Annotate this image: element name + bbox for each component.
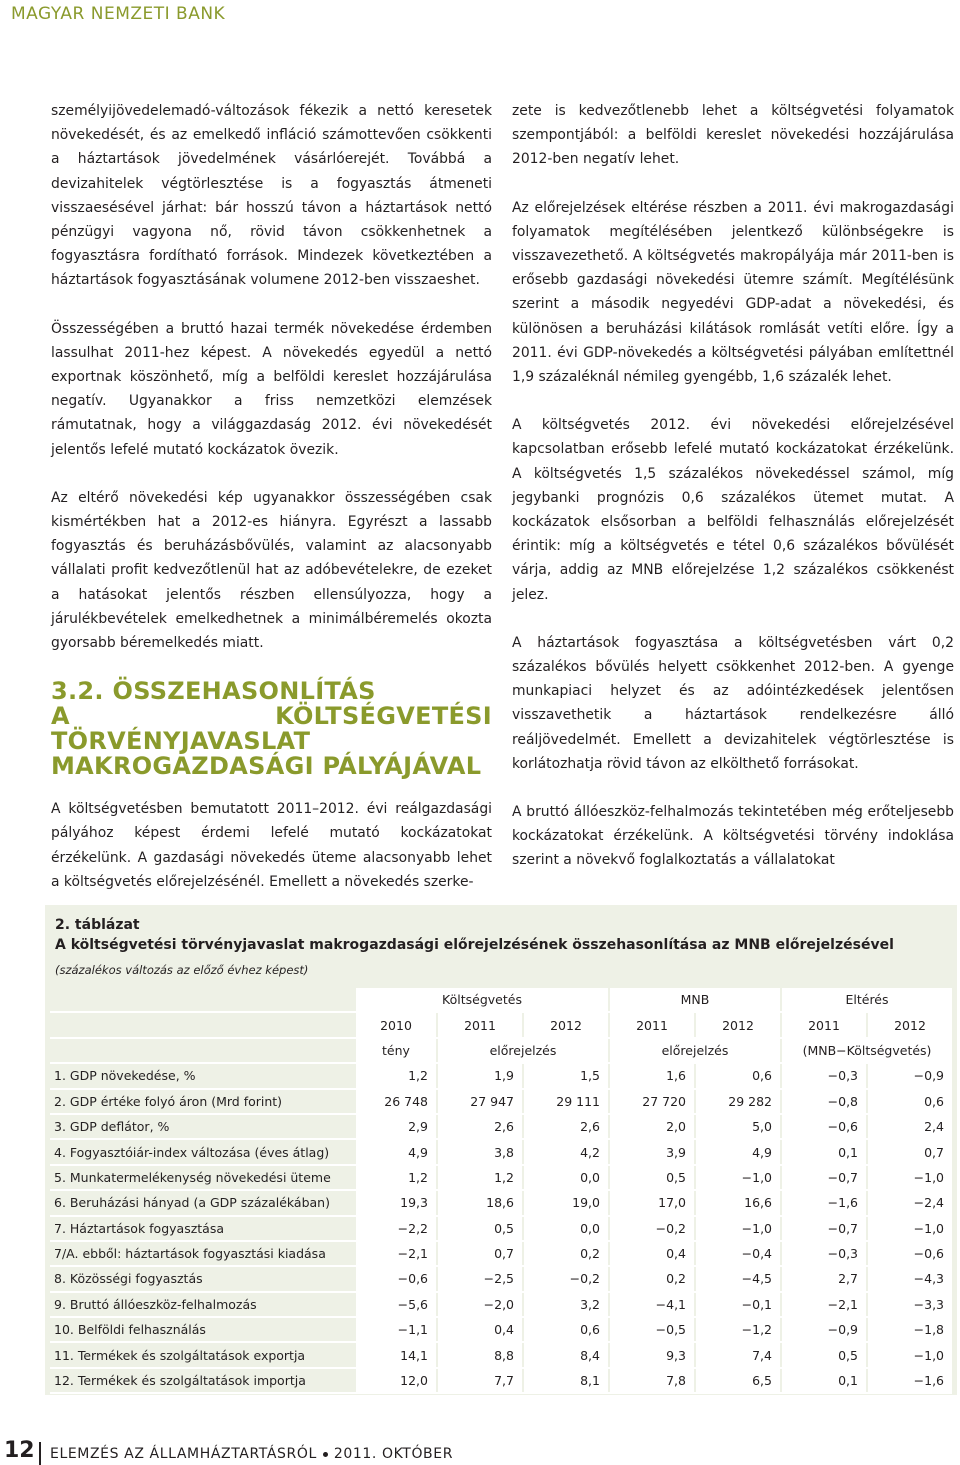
table-cell: 8,4: [523, 1342, 609, 1367]
table-cell: 1,6: [609, 1063, 695, 1088]
table-cell: −0,2: [609, 1216, 695, 1241]
paragraph: A költségvetés 2012. évi növekedési előrejelzésével kapcsolatban erősebb lefelé mutató kockázatokat érzékelünk. A költségvetés 1,5 százalékos növekedéssel számol, míg jegybanki prognózis 0,6 százalékos ütemet mutat. A kockázatok elsősorban a belföldi felhasználás előrejelzését érintik: míg a költségvetés e tétel 0,6 százalékos bővülését várja, addig az MNB előrejelzése 1,2 százalékos csökkenést jelez.: [512, 417, 954, 603]
table-cell: −2,5: [437, 1266, 523, 1291]
table-cell: −0,2: [523, 1266, 609, 1291]
year-header: 2011: [609, 1012, 695, 1037]
row-label: 4. Fogyasztóiár-index változása (éves átlag): [50, 1139, 355, 1164]
table-row: [50, 1216, 952, 1241]
table-body: [50, 1063, 952, 1393]
table-cell: 1,2: [355, 1165, 437, 1190]
table-cell: 19,3: [355, 1190, 437, 1215]
table-cell: −0,9: [781, 1317, 867, 1342]
bullet-icon: [323, 1452, 328, 1457]
table-cell: −1,8: [867, 1317, 952, 1342]
year-header: 2011: [437, 1012, 523, 1037]
table-cell: 7,7: [437, 1368, 523, 1393]
table-cell: 1,2: [437, 1165, 523, 1190]
table-cell: 27 720: [609, 1089, 695, 1114]
table-cell: 0,0: [523, 1216, 609, 1241]
table-row: [50, 1292, 952, 1317]
paragraph: Az előrejelzések eltérése részben a 2011. évi makrogazdasági folyamatok megítélésében jelentkező különbségekre is visszavezethető. A költségvetés makropályája már 2011-ben is erősebb gazdasági növekedési ütemre számít. Megítélésünk szerint a második negyedévi GDP-adat a növekedési, és különösen a beruházási kilátások romlását vetíti előre. Így a 2011. évi GDP-növekedés a költségvetési pályában említettnél 1,9 százaléknál némileg gyengébb, 1,6 százalék lehet.: [512, 199, 954, 386]
table-number: 2. táblázat: [55, 917, 140, 933]
col-group-mnb: MNB: [609, 988, 781, 1012]
table-row: [50, 1063, 952, 1088]
year-header: 2012: [695, 1012, 781, 1037]
row-label: 1. GDP növekedése, %: [50, 1063, 355, 1088]
col-group-difference: Eltérés: [781, 988, 952, 1012]
table-cell: 3,8: [437, 1139, 523, 1164]
col-group-budget: Költségvetés: [355, 988, 609, 1012]
row-label: 7. Háztartások fogyasztása: [50, 1216, 355, 1241]
section-heading-line: MAKROGAZDASÁGI PÁLYÁJÁVAL: [51, 752, 482, 781]
table-cell: 7,4: [695, 1342, 781, 1367]
paragraph: Összességében a bruttó hazai termék növekedése érdemben lassulhat 2011-hez képest. A növekedés egyedül a nettó exportnak köszönhető, míg a belföldi kereslet hozzájárulása negatív. Ugyanakkor a friss nemzetközi elemzések rámutatnak, hogy a világgazdaság 2012. évi növekedését jelentős lefelé mutató kockázatok övezik.: [51, 320, 492, 458]
table-cell: −0,6: [867, 1241, 952, 1266]
row-label: 2. GDP értéke folyó áron (Mrd forint): [50, 1089, 355, 1114]
table-row: [50, 1241, 952, 1266]
table-cell: 1,9: [437, 1063, 523, 1088]
table-cell: 3,2: [523, 1292, 609, 1317]
paragraph: Az eltérő növekedési kép ugyanakkor összességében csak kismértékben hat a 2012-es hiányra. Egyrészt a lassabb fogyasztás és beruházásbővülés, valamint az alacsonyabb vállalati profit kedvezőtlenül hat az adóbevételekre, de ezeket a hatásokat jelentős részben ellensúlyozza, hogy a járulékbevételek emelkedhetnek a minimálbéremelés okozta gyorsabb béremelkedés miatt.: [51, 489, 492, 652]
table-cell: −4,1: [609, 1292, 695, 1317]
table-cell: 4,9: [355, 1139, 437, 1164]
subheader-actual: tény: [355, 1038, 437, 1063]
table-row: [50, 1139, 952, 1164]
table-cell: −2,1: [355, 1241, 437, 1266]
table-cell: 19,0: [523, 1190, 609, 1215]
table-cell: 2,6: [523, 1114, 609, 1139]
table-cell: 14,1: [355, 1342, 437, 1367]
table-cell: −0,4: [695, 1241, 781, 1266]
year-header: 2010: [355, 1012, 437, 1037]
table-cell: −0,9: [867, 1063, 952, 1088]
section-heading-line: 3.2. ÖSSZEHASONLÍTÁS: [51, 677, 376, 706]
table-cell: 26 748: [355, 1089, 437, 1114]
publication-title: ELEMZÉS AZ ÁLLAMHÁZTARTÁSRÓL: [50, 1446, 317, 1462]
table-cell: −1,0: [695, 1216, 781, 1241]
table-cell: −0,6: [355, 1266, 437, 1291]
row-label: 9. Bruttó állóeszköz-felhalmozás: [50, 1292, 355, 1317]
row-label: 6. Beruházási hányad (a GDP százalékában): [50, 1190, 355, 1215]
table-cell: 3,9: [609, 1139, 695, 1164]
table-cell: 0,4: [437, 1317, 523, 1342]
paragraph: A bruttó állóeszköz-felhalmozás tekintetében még erőteljesebb kockázatokat érzékelünk. A költségvetési törvény indoklása szerint a növekvő foglalkoztatás a vállalatokat: [512, 804, 954, 869]
table-cell: 0,7: [437, 1241, 523, 1266]
table-cell: −0,7: [781, 1165, 867, 1190]
row-label: 3. GDP deflátor, %: [50, 1114, 355, 1139]
table-cell: 0,5: [437, 1216, 523, 1241]
section-heading-line: A KÖLTSÉGVETÉSI TÖRVÉNYJAVASLAT: [51, 702, 492, 756]
row-label: 8. Közösségi fogyasztás: [50, 1266, 355, 1291]
table-cell: −2,4: [867, 1190, 952, 1215]
table-cell: 0,1: [781, 1139, 867, 1164]
table-cell: −0,7: [781, 1216, 867, 1241]
table-cell: 0,6: [867, 1089, 952, 1114]
left-column: [51, 99, 492, 918]
year-header: 2012: [867, 1012, 952, 1037]
table-cell: −4,5: [695, 1266, 781, 1291]
table-cell: 2,4: [867, 1114, 952, 1139]
table-row: [50, 1317, 952, 1342]
table-cell: 0,5: [609, 1165, 695, 1190]
page-footer: [0, 1438, 960, 1465]
table-cell: 2,7: [781, 1266, 867, 1291]
table-cell: −1,6: [867, 1368, 952, 1393]
table-year-row: [50, 1012, 952, 1037]
table-row: [50, 1190, 952, 1215]
table-cell: −0,6: [781, 1114, 867, 1139]
table-cell: 8,8: [437, 1342, 523, 1367]
table-cell: 0,1: [781, 1368, 867, 1393]
row-label: 10. Belföldi felhasználás: [50, 1317, 355, 1342]
table-cell: −3,3: [867, 1292, 952, 1317]
right-column: [512, 99, 954, 897]
table-cell: 4,9: [695, 1139, 781, 1164]
table-cell: 12,0: [355, 1368, 437, 1393]
subheader-forecast: előrejelzés: [609, 1038, 781, 1063]
row-label: 12. Termékek és szolgáltatások importja: [50, 1368, 355, 1393]
table-cell: −2,0: [437, 1292, 523, 1317]
table-subtitle: (százalékos változás az előző évhez képest): [55, 963, 309, 977]
table-cell: 0,4: [609, 1241, 695, 1266]
table-cell: 2,0: [609, 1114, 695, 1139]
paragraph: személyijövedelemadó-változások fékezik a nettó keresetek növekedését, és az emelkedő infláció számottevően csökkenti a háztartások jövedelmének vásárlóerejét. Továbbá a devizahitelek végtörlesztése is a fogyasztás átmeneti visszaesésével járhat: bár hosszú távon a háztartások nettó pénzügyi vagyona nő, rövid távon csökkenhetnek a fogyasztásra fordítható források. Mindezek következtében a háztartások fogyasztásának volumene 2012-ben visszaeshet.: [51, 103, 492, 289]
table-cell: 17,0: [609, 1190, 695, 1215]
table-cell: 5,0: [695, 1114, 781, 1139]
table-cell: −0,3: [781, 1241, 867, 1266]
table-row: [50, 1114, 952, 1139]
row-label: 5. Munkatermelékenység növekedési üteme: [50, 1165, 355, 1190]
table-row: [50, 1266, 952, 1291]
footer-text: [50, 1446, 453, 1462]
table-cell: −1,0: [867, 1216, 952, 1241]
table-cell: 0,6: [695, 1063, 781, 1088]
page-number: 12: [4, 1438, 35, 1463]
table-cell: −4,3: [867, 1266, 952, 1291]
table-cell: 8,1: [523, 1368, 609, 1393]
table-cell: 6,5: [695, 1368, 781, 1393]
table-cell: 27 947: [437, 1089, 523, 1114]
table-cell: 2,6: [437, 1114, 523, 1139]
publication-date: 2011. OKTÓBER: [333, 1446, 454, 1462]
table-cell: 0,0: [523, 1165, 609, 1190]
table-cell: 29 111: [523, 1089, 609, 1114]
table-cell: 4,2: [523, 1139, 609, 1164]
subheader-difference: (MNB−Költségvetés): [781, 1038, 952, 1063]
table-cell: 0,6: [523, 1317, 609, 1342]
table-cell: 18,6: [437, 1190, 523, 1215]
paragraph: A költségvetésben bemutatott 2011–2012. évi reálgazdasági pályához képest érdemi lefelé mutató kockázatokat érzékelünk. A gazdasági növekedés üteme alacsonyabb lehet a költségvetés előrejelzésénél. Emellett a növekedés szerke-: [51, 801, 492, 890]
table-cell: 16,6: [695, 1190, 781, 1215]
table-title: A költségvetési törvényjavaslat makrogazdasági előrejelzésének összehasonlítása az MNB előrejelzésével: [55, 937, 894, 953]
table-cell: −0,3: [781, 1063, 867, 1088]
table-cell: 0,7: [867, 1139, 952, 1164]
table-cell: −1,0: [867, 1342, 952, 1367]
table-cell: −2,1: [781, 1292, 867, 1317]
comparison-table: [50, 988, 952, 1394]
table-cell: −0,8: [781, 1089, 867, 1114]
table-cell: −1,1: [355, 1317, 437, 1342]
table-cell: −1,0: [695, 1165, 781, 1190]
row-label: 7/A. ebből: háztartások fogyasztási kiadása: [50, 1241, 355, 1266]
table-subheader-row: [50, 1038, 952, 1063]
header-bank-name: MAGYAR NEMZETI BANK: [11, 4, 226, 24]
table-row: [50, 1089, 952, 1114]
table-cell: −0,1: [695, 1292, 781, 1317]
table-cell: −2,2: [355, 1216, 437, 1241]
comparison-table-box: [45, 905, 957, 1395]
table-cell: 29 282: [695, 1089, 781, 1114]
table-cell: −1,2: [695, 1317, 781, 1342]
table-cell: 0,5: [781, 1342, 867, 1367]
table-cell: 7,8: [609, 1368, 695, 1393]
subheader-forecast: előrejelzés: [437, 1038, 609, 1063]
table-cell: −1,6: [781, 1190, 867, 1215]
year-header: 2012: [523, 1012, 609, 1037]
table-cell: 0,2: [609, 1266, 695, 1291]
table-row: [50, 1165, 952, 1190]
table-header-row: [50, 988, 952, 1012]
table-row: [50, 1368, 952, 1393]
section-heading: [51, 679, 492, 779]
table-cell: 1,5: [523, 1063, 609, 1088]
table-cell: 9,3: [609, 1342, 695, 1367]
table-cell: −1,0: [867, 1165, 952, 1190]
table-cell: −5,6: [355, 1292, 437, 1317]
year-header: 2011: [781, 1012, 867, 1037]
paragraph: zete is kedvezőtlenebb lehet a költségvetési folyamatok szempontjából: a belföldi kereslet növekedési hozzájárulása 2012-ben negatív lehet.: [512, 103, 954, 168]
table-cell: 1,2: [355, 1063, 437, 1088]
table-row: [50, 1342, 952, 1367]
table-cell: 0,2: [523, 1241, 609, 1266]
row-label: 11. Termékek és szolgáltatások exportja: [50, 1342, 355, 1367]
table-cell: 2,9: [355, 1114, 437, 1139]
table-cell: −0,5: [609, 1317, 695, 1342]
paragraph: A háztartások fogyasztása a költségvetésben várt 0,2 százalékos bővülés helyett csökkenhet 2012-ben. A gyenge munkapiaci helyzet és az adóintézkedések jelentősen visszavethetik a háztartások rendelkezésre álló reáljövedelmét. Emellett a devizahitelek végtörlesztése is korlátozhatja rövid távon az elkölthető forrásokat.: [512, 634, 954, 772]
footer-divider: [39, 1442, 41, 1465]
